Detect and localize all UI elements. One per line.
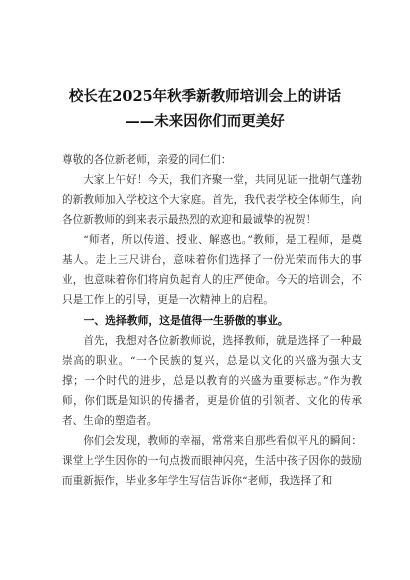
document-body [62,150,362,491]
paragraph-welcome: 大家上午好！今天，我们齐聚一堂，共同见证一批朝气蓬勃的新教师加入学校这个大家庭。首先，我代表学校全体师生，向各位新教师的到来表示最热烈的欢迎和最诚挚的祝贺！ [62,174,362,226]
paragraph-teacher-mission: “师者，所以传道、授业、解惑也。”教师，是工程师，是奠基人。走上三尺讲台，意味着你们选择了一份光荣而伟大的事业，也意味着你们将肩负起育人的庄严使命。今天的培训会，不只是工作上的引导，更是一次精神上的启程。 [62,234,362,306]
paragraph-teacher-happiness: 你们会发现，教师的幸福，常常来自那些看似平凡的瞬间：课堂上学生因你的一句点拨而眼神闪亮，生活中孩子因你的鼓励而重新振作，毕业多年学生写信告诉你“老师，我选择了和 [62,435,362,487]
paragraph-noble-profession: 首先，我想对各位新教师说，选择教师，就是选择了一种最崇高的职业。“一个民族的复兴，总是以文化的兴盛为强大支撑；一个时代的进步，总是以教育的兴盛为重要标志。”作为教师，你们既是知识的传播者，更是价值的引领者、文化的传承者、生命的塑造者。 [62,335,362,427]
section-heading: 一、选择教师，这是值得一生骄傲的事业。 [83,314,289,327]
document-title: 校长在2025年秋季新教师培训会上的讲话 [68,88,342,105]
document-subtitle: ——未来因你们而更美好 [125,113,285,130]
salutation: 尊敬的各位新老师，亲爱的同仁们： [62,154,232,166]
